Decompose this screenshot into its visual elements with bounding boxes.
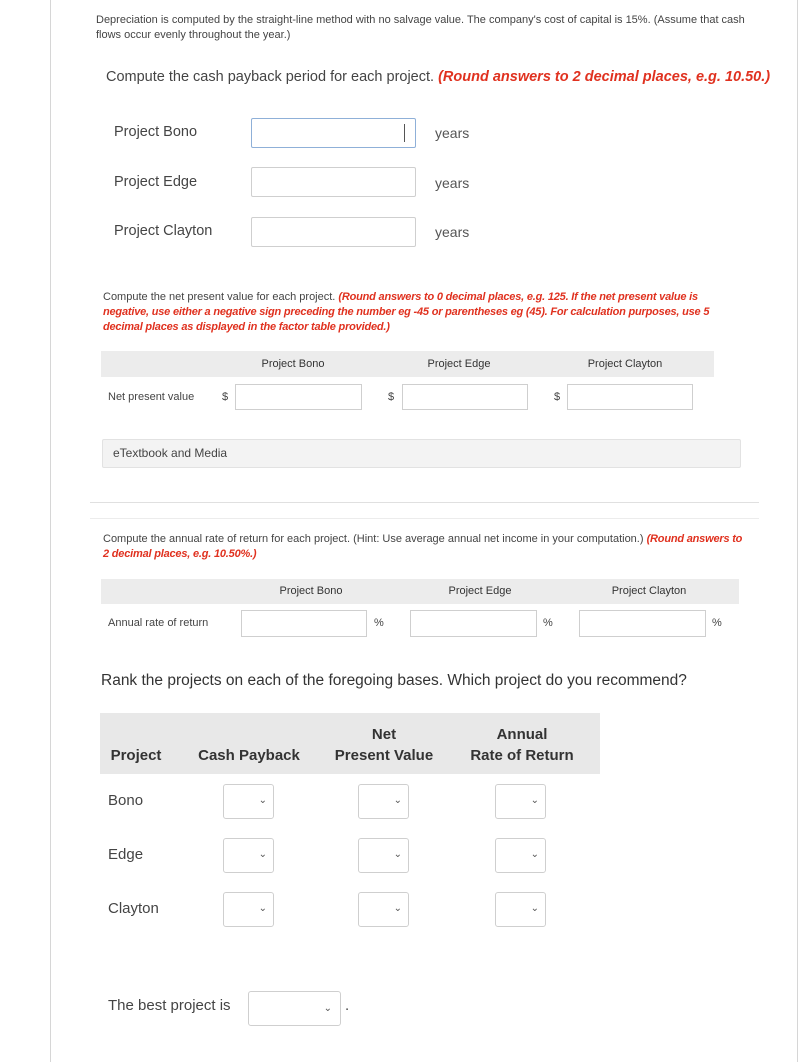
chevron-down-icon: ⌄ — [530, 849, 539, 860]
best-project-select[interactable] — [248, 991, 341, 1026]
rank-col-arr — [462, 724, 582, 766]
npv-dollar-bono: $ — [222, 391, 229, 403]
npv-row-label: Net present value — [108, 391, 195, 403]
problem-intro: Depreciation is computed by the straight-line method with no salvage value. The company's cost of capital is 15%. (Assume that cash flows occur evenly throughout the year.) — [96, 14, 745, 41]
rank-col-npv — [326, 724, 442, 766]
rank-col-arr-line2: Rate of Return — [470, 747, 574, 764]
rank-arr-select-clayton[interactable] — [495, 892, 546, 927]
arr-row-label: Annual rate of return — [108, 617, 209, 629]
rank-npv-select-clayton[interactable] — [358, 892, 409, 927]
rank-question: Rank the projects on each of the foregoing bases. Which project do you recommend? — [101, 672, 687, 689]
npv-col-clayton: Project Clayton — [587, 358, 663, 370]
rank-npv-select-edge[interactable] — [358, 838, 409, 873]
npv-dollar-edge: $ — [388, 391, 395, 403]
arr-unit-bono: % — [374, 617, 384, 629]
chevron-down-icon: ⌄ — [530, 795, 539, 806]
npv-instruction — [103, 290, 743, 335]
arr-unit-edge: % — [543, 617, 553, 629]
chevron-down-icon: ⌄ — [393, 903, 402, 914]
payback-instruction — [106, 69, 770, 85]
chevron-down-icon: ⌄ — [258, 849, 267, 860]
arr-instruction-text: Compute the annual rate of return for each project. (Hint: Use average annual net income in your computation.) — [103, 533, 644, 545]
payback-label-edge: Project Edge — [114, 174, 198, 190]
rank-payback-select-clayton[interactable] — [223, 892, 274, 927]
arr-instruction — [103, 532, 743, 562]
chevron-down-icon: ⌄ — [393, 849, 402, 860]
chevron-down-icon: ⌄ — [393, 795, 402, 806]
payback-input-bono[interactable] — [251, 118, 416, 148]
rank-row-label-edge: Edge — [108, 846, 144, 863]
rank-col-payback: Cash Payback — [198, 747, 300, 764]
rank-col-project: Project — [110, 747, 162, 764]
payback-unit-bono: years — [435, 125, 470, 141]
rank-payback-select-bono[interactable] — [223, 784, 274, 819]
rank-col-npv-line1: Net — [371, 726, 397, 743]
npv-dollar-clayton: $ — [554, 391, 561, 403]
payback-label-bono: Project Bono — [114, 124, 198, 140]
npv-instruction-text: Compute the net present value for each project. — [103, 291, 336, 303]
arr-col-bono: Project Bono — [279, 585, 343, 597]
rank-col-arr-line1: Annual — [496, 726, 548, 743]
npv-col-edge: Project Edge — [427, 358, 491, 370]
chevron-down-icon: ⌄ — [258, 795, 267, 806]
npv-col-bono: Project Bono — [261, 358, 325, 370]
arr-unit-clayton: % — [712, 617, 722, 629]
rank-arr-select-edge[interactable] — [495, 838, 546, 873]
rank-npv-select-bono[interactable] — [358, 784, 409, 819]
arr-input-edge[interactable] — [410, 610, 537, 637]
frame-left-border — [50, 0, 51, 1062]
section-divider-inner — [90, 518, 759, 519]
chevron-down-icon: ⌄ — [323, 1003, 332, 1014]
arr-input-bono[interactable] — [241, 610, 367, 637]
text-caret — [404, 124, 405, 142]
rank-row-label-clayton: Clayton — [108, 900, 159, 917]
payback-unit-clayton: years — [435, 224, 470, 240]
rank-arr-select-bono[interactable] — [495, 784, 546, 819]
payback-unit-edge: years — [435, 175, 470, 191]
arr-round-note: (Round answers to 2 decimal places, e.g. 10.50%.) — [103, 533, 743, 560]
payback-label-clayton: Project Clayton — [114, 223, 213, 239]
arr-input-clayton[interactable] — [579, 610, 706, 637]
arr-col-edge: Project Edge — [448, 585, 512, 597]
payback-input-edge[interactable] — [251, 167, 416, 197]
npv-input-bono[interactable] — [235, 384, 362, 410]
payback-instruction-text: Compute the cash payback period for each project. — [106, 69, 435, 85]
rank-payback-select-edge[interactable] — [223, 838, 274, 873]
rank-row-label-bono: Bono — [108, 792, 144, 809]
chevron-down-icon: ⌄ — [258, 903, 267, 914]
rank-col-npv-line2: Present Value — [334, 747, 434, 764]
etextbook-media-link[interactable]: eTextbook and Media — [102, 439, 741, 468]
npv-input-edge[interactable] — [402, 384, 528, 410]
chevron-down-icon: ⌄ — [530, 903, 539, 914]
frame-right-border — [797, 0, 798, 1062]
payback-input-clayton[interactable] — [251, 217, 416, 247]
arr-col-clayton: Project Clayton — [611, 585, 687, 597]
section-divider — [90, 502, 759, 503]
best-project-label: The best project is — [108, 997, 231, 1014]
payback-round-note: (Round answers to 2 decimal places, e.g. 10.50.) — [438, 69, 771, 85]
npv-round-note: (Round answers to 0 decimal places, e.g. 125. If the net present value is negative, use either a negative sign preceding the number eg -45 or parentheses eg (45). For calculation purposes, use 5 decimal places as displayed in the factor table provided.) — [103, 291, 710, 333]
npv-input-clayton[interactable] — [567, 384, 693, 410]
best-project-period: . — [345, 997, 350, 1014]
